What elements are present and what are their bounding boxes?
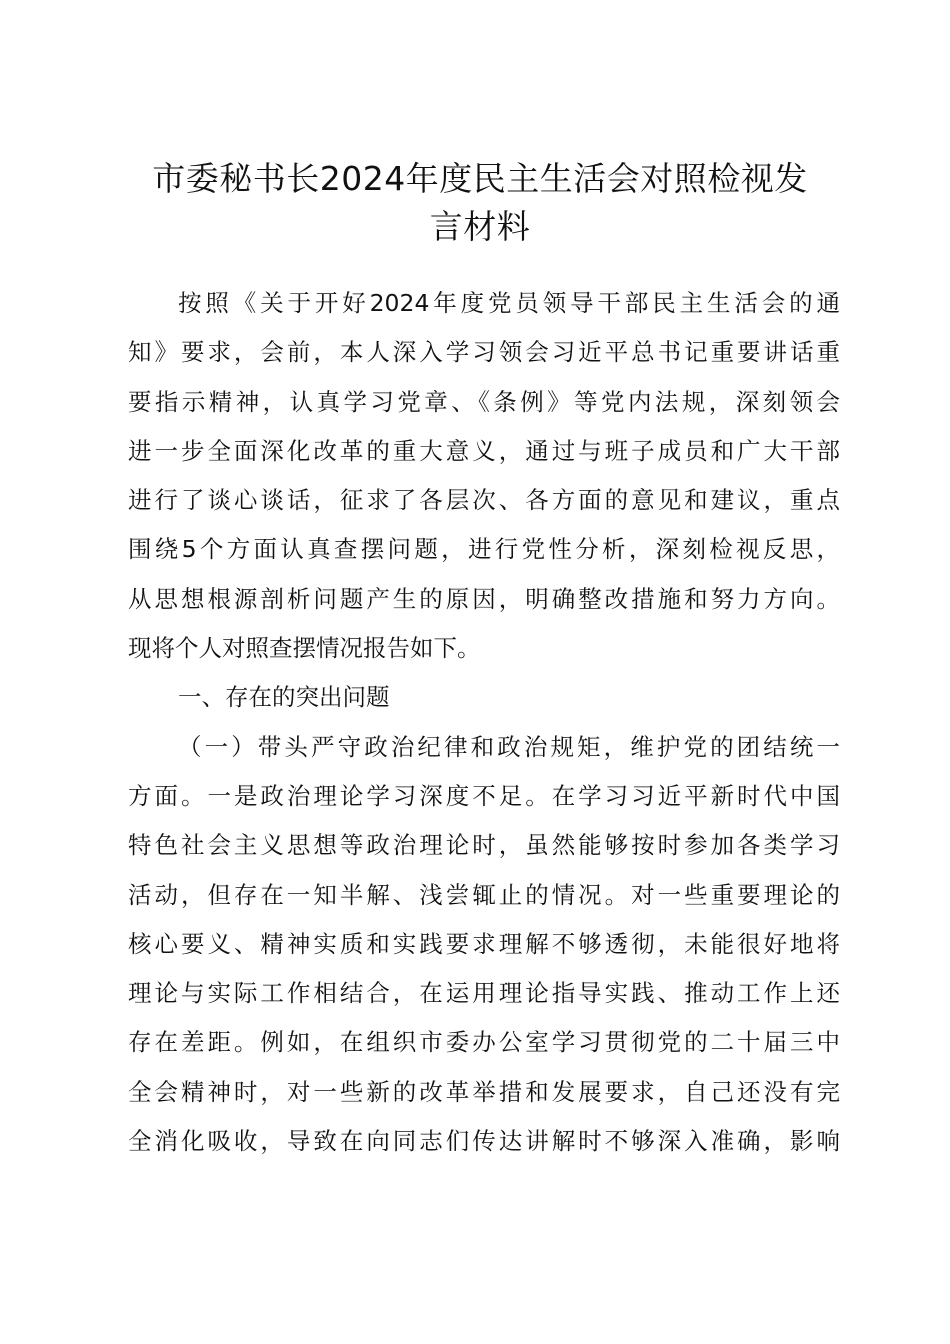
title-line-2: 言材料 bbox=[429, 207, 531, 246]
text-line: 全消化吸收，导致在向同志们传达讲解时不够深入准确，影响 bbox=[128, 1127, 840, 1156]
text-line: （一）带头严守政治纪律和政治规矩，维护党的团结统一 bbox=[178, 732, 840, 761]
text-line: 要指示精神，认真学习党章、《条例》等党内法规，深刻领会 bbox=[128, 387, 840, 416]
text-line: 存在差距。例如，在组织市委办公室学习贯彻党的二十届三中 bbox=[128, 1028, 840, 1057]
text-line: 全会精神时，对一些新的改革举措和发展要求，自己还没有完 bbox=[128, 1077, 840, 1106]
text-line: 知》要求，会前，本人深入学习领会习近平总书记重要讲话重 bbox=[128, 338, 840, 367]
text-line: 核心要义、精神实质和实践要求理解不够透彻，未能很好地将 bbox=[128, 929, 840, 958]
paragraph-issue-1 bbox=[128, 723, 840, 1167]
text-line: 进一步全面深化改革的重大意义，通过与班子成员和广大干部 bbox=[128, 436, 840, 465]
text-line: 围绕5个方面认真查摆问题，进行党性分析，深刻检视反思， bbox=[128, 535, 840, 564]
text-line: 按照《关于开好2024年度党员领导干部民主生活会的通 bbox=[178, 289, 840, 317]
text-line: 方面。一是政治理论学习深度不足。在学习习近平新时代中国 bbox=[128, 781, 840, 810]
text-line: 进行了谈心谈话，征求了各层次、各方面的意见和建议，重点 bbox=[128, 486, 840, 515]
text-line: 从思想根源剖析问题产生的原因，明确整改措施和努力方向。 bbox=[128, 584, 840, 613]
heading-line: 一、存在的突出问题 bbox=[178, 683, 390, 712]
text-line: 活动，但存在一知半解、浅尝辄止的情况。对一些重要理论的 bbox=[128, 880, 840, 909]
document-title bbox=[125, 155, 835, 251]
text-line: 现将个人对照查摆情况报告如下。 bbox=[128, 634, 481, 663]
section-heading bbox=[128, 673, 840, 722]
title-line-1: 市委秘书长2024年度民主生活会对照检视发 bbox=[152, 159, 808, 198]
text-line: 理论与实际工作相结合，在运用理论指导实践、推动工作上还 bbox=[128, 979, 840, 1008]
document-body bbox=[128, 279, 840, 1166]
text-line: 特色社会主义思想等政治理论时，虽然能够按时参加各类学习 bbox=[128, 831, 840, 860]
paragraph-intro bbox=[128, 279, 840, 673]
